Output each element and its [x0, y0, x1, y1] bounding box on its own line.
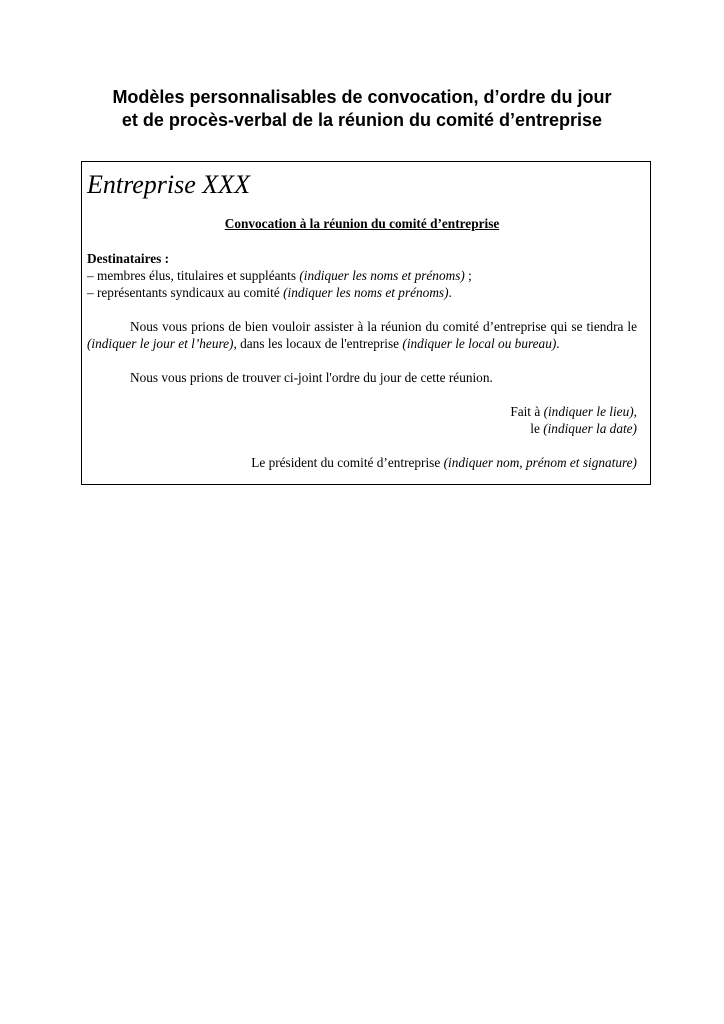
signoff-date-hint: (indiquer la date)	[543, 421, 637, 436]
convocation-template-box	[81, 161, 651, 485]
recipient-hint: (indiquer les noms et prénoms)	[299, 268, 465, 283]
recipient-item-union-reps	[87, 284, 637, 301]
invitation-hint-location: (indiquer le local ou bureau)	[402, 336, 557, 351]
president-text: Le président du comité d’entreprise	[251, 455, 444, 470]
recipient-text: – membres élus, titulaires et suppléants	[87, 268, 300, 283]
convocation-subject: Convocation à la réunion du comité d’entreprise	[224, 216, 500, 231]
company-name: Entreprise XXX	[87, 170, 250, 199]
president-hint: (indiquer nom, prénom et signature)	[443, 455, 637, 470]
invitation-text-1: Nous vous prions de bien vouloir assister à la réunion du comité d’entreprise qui se tiendra le	[130, 319, 637, 334]
recipients-title: Destinataires :	[87, 251, 170, 266]
agenda-paragraph: Nous vous prions de trouver ci-joint l'ordre du jour de cette réunion.	[130, 370, 493, 385]
invitation-text-2: , dans les locaux de l'entreprise	[233, 336, 403, 351]
page-heading	[60, 86, 664, 132]
invitation-hint-date: (indiquer le jour et l’heure)	[87, 336, 234, 351]
recipient-hint: (indiquer les noms et prénoms)	[283, 285, 449, 300]
page-heading-line-2: et de procès-verbal de la réunion du comité d’entreprise	[121, 110, 603, 130]
signoff-date-prefix: le	[530, 421, 544, 436]
signoff-place-hint: (indiquer le lieu)	[543, 404, 634, 419]
signoff-place	[87, 403, 637, 420]
president-signature-line	[87, 454, 637, 471]
invitation-text-3: .	[556, 336, 560, 351]
recipient-item-elected-members	[87, 267, 637, 284]
recipient-text: – représentants syndicaux au comité	[87, 285, 284, 300]
recipient-suffix: ;	[464, 268, 472, 283]
signoff-place-prefix: Fait à	[510, 404, 544, 419]
signoff-place-suffix: ,	[633, 404, 637, 419]
recipient-suffix: .	[448, 285, 452, 300]
invitation-paragraph	[87, 318, 637, 352]
signoff-date	[87, 420, 637, 437]
page-heading-line-1: Modèles personnalisables de convocation, d’ordre du jour	[112, 87, 612, 107]
signoff-block	[87, 403, 637, 437]
